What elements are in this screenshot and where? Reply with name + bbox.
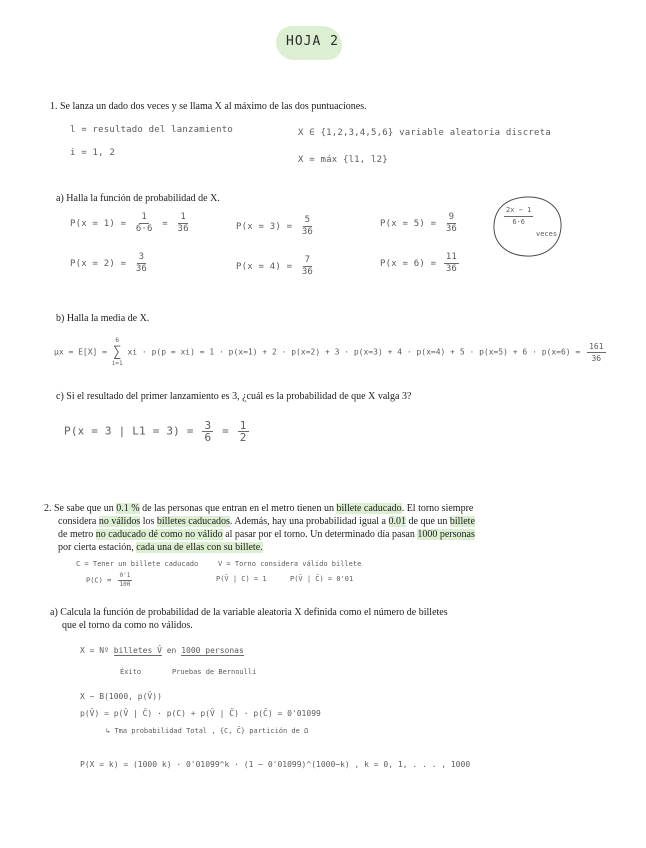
- bernoulli-label: Pruebas de Bernoulli: [172, 668, 257, 676]
- pmf-x3: P(x = 3) = $\frac{5}{36}$: [236, 215, 314, 237]
- pmf-x5: P(x = 5) = $\frac{9}{36}$: [380, 212, 458, 234]
- q2a-line1: a) Calcula la función de probabilidad de la variable aleatoria X definida como el número de billetes: [50, 607, 448, 618]
- circled-note: veces: [536, 230, 558, 238]
- pmf-x1: P(x = 1) = $\frac{1}{6\cdot 6}$ = $\frac{1}{36}$: [70, 212, 189, 234]
- total-prob-eq: p(V̄) = p(V̄ | C̄) · p(C) + p(V̄ | C̄) · p(C̄) = 0'01099: [80, 709, 321, 718]
- q1b-label: b): [56, 313, 65, 324]
- q2-line1: 2. Se sabe que un 0.1 % de las personas que entran en el metro tienen un billete caducado. El torno siempre: [44, 503, 474, 514]
- q1-number: 1.: [50, 101, 58, 112]
- q1-statement: [50, 100, 367, 113]
- q2-line4: por cierta estación, cada una de ellas con su billete.: [58, 542, 263, 553]
- q1c-label: c): [56, 391, 64, 402]
- q2-number: 2.: [44, 503, 52, 514]
- page-title: HOJA 2: [286, 34, 339, 49]
- q1-note-max: X = máx {l1, l2}: [298, 155, 388, 165]
- x-definition: X = Nº billetes V̄ en 1000 personas: [80, 646, 244, 655]
- q1-note-def-i: i = 1, 2: [70, 148, 115, 158]
- pmf-x4: P(x = 4) = $\frac{7}{36}$: [236, 255, 314, 277]
- q1-note-support: X ∈ {1,2,3,4,5,6} variable aleatoria discreta: [298, 128, 551, 138]
- q2-note-pvc: P(V̄ | C) = 1: [216, 575, 267, 583]
- circled-fraction: $\frac{2x - 1}{6\cdot 6}$: [506, 206, 532, 226]
- mean-equation: μx = E[X] = 6 ∑ i=1 xi · p(p = xi) = 1 · p(x=1) + 2 · p(x=2) + 3 · p(x=3) + 4 · p(x=4) + 5 · p(x=5) + 6 · p(x=6) = $\frac{161}{36}$: [54, 337, 604, 367]
- total-prob-note: ↳ Tma probabilidad Total , {C, C̄} partición de Ω: [106, 727, 309, 735]
- exito-label: Éxito: [120, 668, 142, 676]
- pmf-x6: P(x = 6) = $\frac{11}{36}$: [380, 252, 458, 274]
- q1b-statement: [56, 312, 149, 325]
- q2-note-pvcbar: P(V̄ | C̄) = 0'01: [290, 575, 354, 583]
- q1c-statement: [56, 390, 411, 403]
- conditional-prob: P(x = 3 | L1 = 3) = $\frac{3}{6}$ = $\frac{1}{2}$: [64, 419, 247, 444]
- q2-line3: de metro no caducado dé como no válido al pasar por el torno. Un determinado día pasan 1000 personas: [58, 529, 475, 540]
- q1-note-def-l: l = resultado del lanzamiento: [70, 125, 233, 135]
- q1c-text: Si el resultado del primer lanzamiento es 3, ¿cuál es la probabilidad de que X valga 3?: [66, 391, 412, 402]
- q1a-text: Halla la función de probabilidad de X.: [66, 193, 220, 204]
- q2a-label: a): [50, 607, 58, 618]
- q2-note-v: V = Torno considera válido billete: [218, 560, 362, 568]
- q2-note-pc: P(C) = $\frac{0'1}{100}$: [86, 572, 131, 588]
- q1a-statement: [56, 192, 220, 205]
- q2-note-c: C = Tener un billete caducado: [76, 560, 199, 568]
- binomial-pmf: P(X = k) = (1000 k) · 0'01099^k · (1 − 0'01099)^(1000−k) , k = 0, 1, . . . , 1000: [80, 760, 471, 769]
- q1a-label: a): [56, 193, 64, 204]
- q1-text: Se lanza un dado dos veces y se llama X al máximo de las dos puntuaciones.: [60, 101, 367, 112]
- q1b-text: Halla la media de X.: [66, 313, 150, 324]
- q2-line2: considera no válidos los billetes caducados. Además, hay una probabilidad igual a 0.01 de que un billete: [58, 516, 475, 527]
- pmf-x2: P(x = 2) = $\frac{3}{36}$: [70, 252, 148, 274]
- q2a-line2: que el torno da como no válidos.: [62, 620, 193, 631]
- binomial-def: X ~ B(1000, p(V̄)): [80, 692, 162, 701]
